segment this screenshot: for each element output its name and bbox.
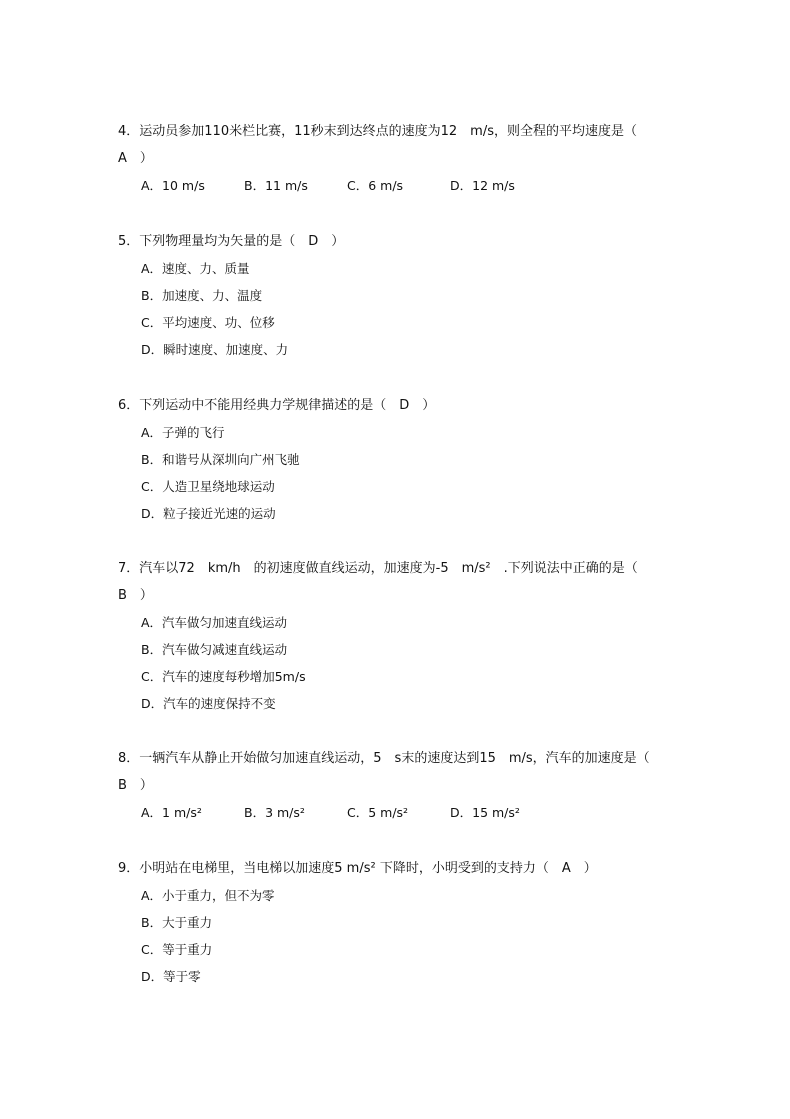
option-a: A．小于重力，但不为零 (141, 888, 275, 903)
question-9 (118, 855, 678, 990)
option-d: D．12 m/s (450, 178, 515, 193)
option-d: D．粒子接近光速的运动 (141, 506, 276, 521)
question-text: 6．下列运动中不能用经典力学规律描述的是（ D ） (118, 398, 436, 413)
option-b: B．大于重力 (141, 915, 213, 930)
option-a: A．10 m/s (141, 178, 205, 193)
question-7 (118, 555, 678, 717)
question-4 (118, 118, 678, 199)
options-list (118, 419, 678, 527)
question-text: 9．小明站在电梯里，当电梯以加速度5 m/s² 下降时，小明受到的支持力（ A ） (118, 861, 597, 876)
option-c: C．等于重力 (141, 942, 213, 957)
option-b: B．3 m/s² (244, 805, 305, 820)
option-a: A．1 m/s² (141, 805, 202, 820)
option-a: A．速度、力、质量 (141, 261, 250, 276)
option-b: B．和谐号从深圳向广州飞驰 (141, 452, 300, 467)
option-b: B．11 m/s (244, 178, 308, 193)
option-a: A．汽车做匀加速直线运动 (141, 615, 288, 630)
question-5 (118, 228, 678, 363)
question-8 (118, 745, 678, 826)
options-list (118, 255, 678, 363)
question-text: 4．运动员参加110米栏比赛，11秒末到达终点的速度为12 m/s，则全程的平均速度是（ A ） (118, 124, 651, 166)
options-list (118, 609, 678, 717)
option-b: B．加速度、力、温度 (141, 288, 263, 303)
option-c: C．6 m/s (347, 178, 404, 193)
option-d: D．汽车的速度保持不变 (141, 696, 276, 711)
option-c: C．汽车的速度每秒增加5m/s (141, 669, 306, 684)
option-c: C．5 m/s² (347, 805, 409, 820)
question-text: 7．汽车以72 km/h 的初速度做直线运动，加速度为-5 m/s² .下列说法中正确的是（ B ） (118, 561, 651, 603)
question-6 (118, 392, 678, 527)
options-list (118, 882, 678, 990)
option-d: D．15 m/s² (450, 805, 520, 820)
option-d: D．瞬时速度、加速度、力 (141, 342, 289, 357)
option-c: C．人造卫星绕地球运动 (141, 479, 275, 494)
option-b: B．汽车做匀减速直线运动 (141, 642, 288, 657)
options-row (118, 799, 678, 826)
option-d: D．等于零 (141, 969, 201, 984)
option-c: C．平均速度、功、位移 (141, 315, 275, 330)
options-row (118, 172, 678, 199)
question-text: 5．下列物理量均为矢量的是（ D ） (118, 234, 345, 249)
question-text: 8．一辆汽车从静止开始做匀加速直线运动，5 s末的速度达到15 m/s，汽车的加速度是（ B ） (118, 751, 663, 793)
option-a: A．子弹的飞行 (141, 425, 225, 440)
